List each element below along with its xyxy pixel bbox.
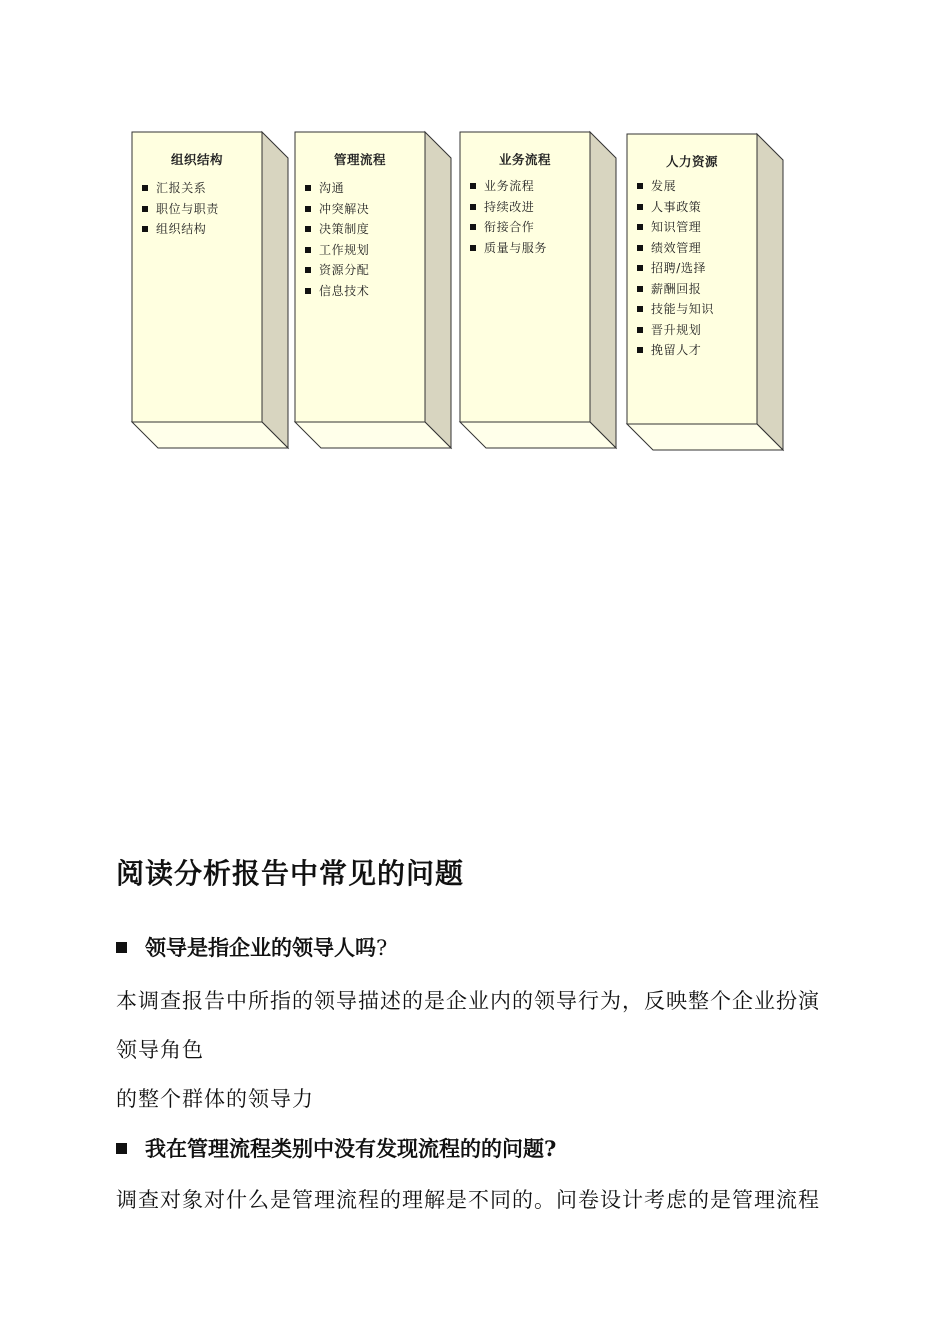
bullet-square-icon — [470, 245, 476, 251]
bullet-square-icon — [637, 265, 643, 271]
box-title: 人力资源 — [665, 154, 718, 169]
list-item: 组织结构 — [142, 219, 219, 240]
list-item: 业务流程 — [470, 176, 547, 197]
list-item: 发展 — [637, 176, 714, 197]
list-item: 技能与知识 — [637, 299, 714, 320]
list-item: 沟通 — [305, 178, 369, 199]
bullet-square-icon — [116, 942, 127, 953]
box-item-list — [637, 176, 714, 361]
question-heading: 我在管理流程类别中没有发现流程的的问题? — [116, 1133, 556, 1163]
bullet-square-icon — [305, 206, 311, 212]
bullet-square-icon — [305, 247, 311, 253]
list-item: 招聘/选择 — [637, 258, 714, 279]
box-business-process — [460, 132, 620, 450]
bullet-square-icon — [637, 347, 643, 353]
paragraph-line: 领导角色 — [116, 1038, 204, 1062]
list-item: 晋升规划 — [637, 320, 714, 341]
bullet-square-icon — [637, 183, 643, 189]
list-item: 绩效管理 — [637, 238, 714, 259]
bullet-square-icon — [305, 267, 311, 273]
list-item: 信息技术 — [305, 281, 369, 302]
box-title: 组织结构 — [170, 152, 223, 167]
list-item: 衔接合作 — [470, 217, 547, 238]
bullet-square-icon — [470, 224, 476, 230]
bullet-square-icon — [637, 245, 643, 251]
list-item: 冲突解决 — [305, 199, 369, 220]
bullet-square-icon — [116, 1143, 127, 1154]
box-title: 业务流程 — [498, 152, 551, 167]
list-item: 质量与服务 — [470, 238, 547, 259]
box-item-list — [470, 176, 547, 258]
section-heading: 阅读分析报告中常见的问题 — [116, 857, 465, 890]
bullet-square-icon — [305, 288, 311, 294]
bullet-square-icon — [142, 226, 148, 232]
box-item-list — [142, 178, 219, 240]
bullet-square-icon — [142, 206, 148, 212]
list-item: 薪酬回报 — [637, 279, 714, 300]
box-management-process — [295, 132, 455, 450]
bullet-square-icon — [470, 204, 476, 210]
bullet-square-icon — [637, 286, 643, 292]
bullet-square-icon — [637, 306, 643, 312]
bullet-square-icon — [637, 224, 643, 230]
paragraph-line: 调查对象对什么是管理流程的理解是不同的。问卷设计考虑的是管理流程 — [116, 1188, 820, 1212]
bullet-square-icon — [142, 185, 148, 191]
list-item: 知识管理 — [637, 217, 714, 238]
box-item-list — [305, 178, 369, 301]
category-diagram — [0, 0, 950, 470]
bullet-square-icon — [637, 204, 643, 210]
box-title: 管理流程 — [333, 152, 386, 167]
bullet-square-icon — [305, 185, 311, 191]
bullet-square-icon — [305, 226, 311, 232]
list-item: 汇报关系 — [142, 178, 219, 199]
list-item: 挽留人才 — [637, 340, 714, 361]
list-item: 工作规划 — [305, 240, 369, 261]
bullet-square-icon — [637, 327, 643, 333]
list-item: 持续改进 — [470, 197, 547, 218]
bullet-square-icon — [470, 183, 476, 189]
box-human-resources — [627, 134, 787, 452]
list-item: 资源分配 — [305, 260, 369, 281]
box-organization-structure — [132, 132, 292, 450]
list-item: 人事政策 — [637, 197, 714, 218]
paragraph-line: 本调查报告中所指的领导描述的是企业内的领导行为，反映整个企业扮演 — [116, 989, 820, 1013]
list-item: 职位与职责 — [142, 199, 219, 220]
paragraph-line: 的整个群体的领导力 — [116, 1087, 314, 1111]
list-item: 决策制度 — [305, 219, 369, 240]
question-heading: 领导是指企业的领导人吗? — [116, 932, 387, 962]
